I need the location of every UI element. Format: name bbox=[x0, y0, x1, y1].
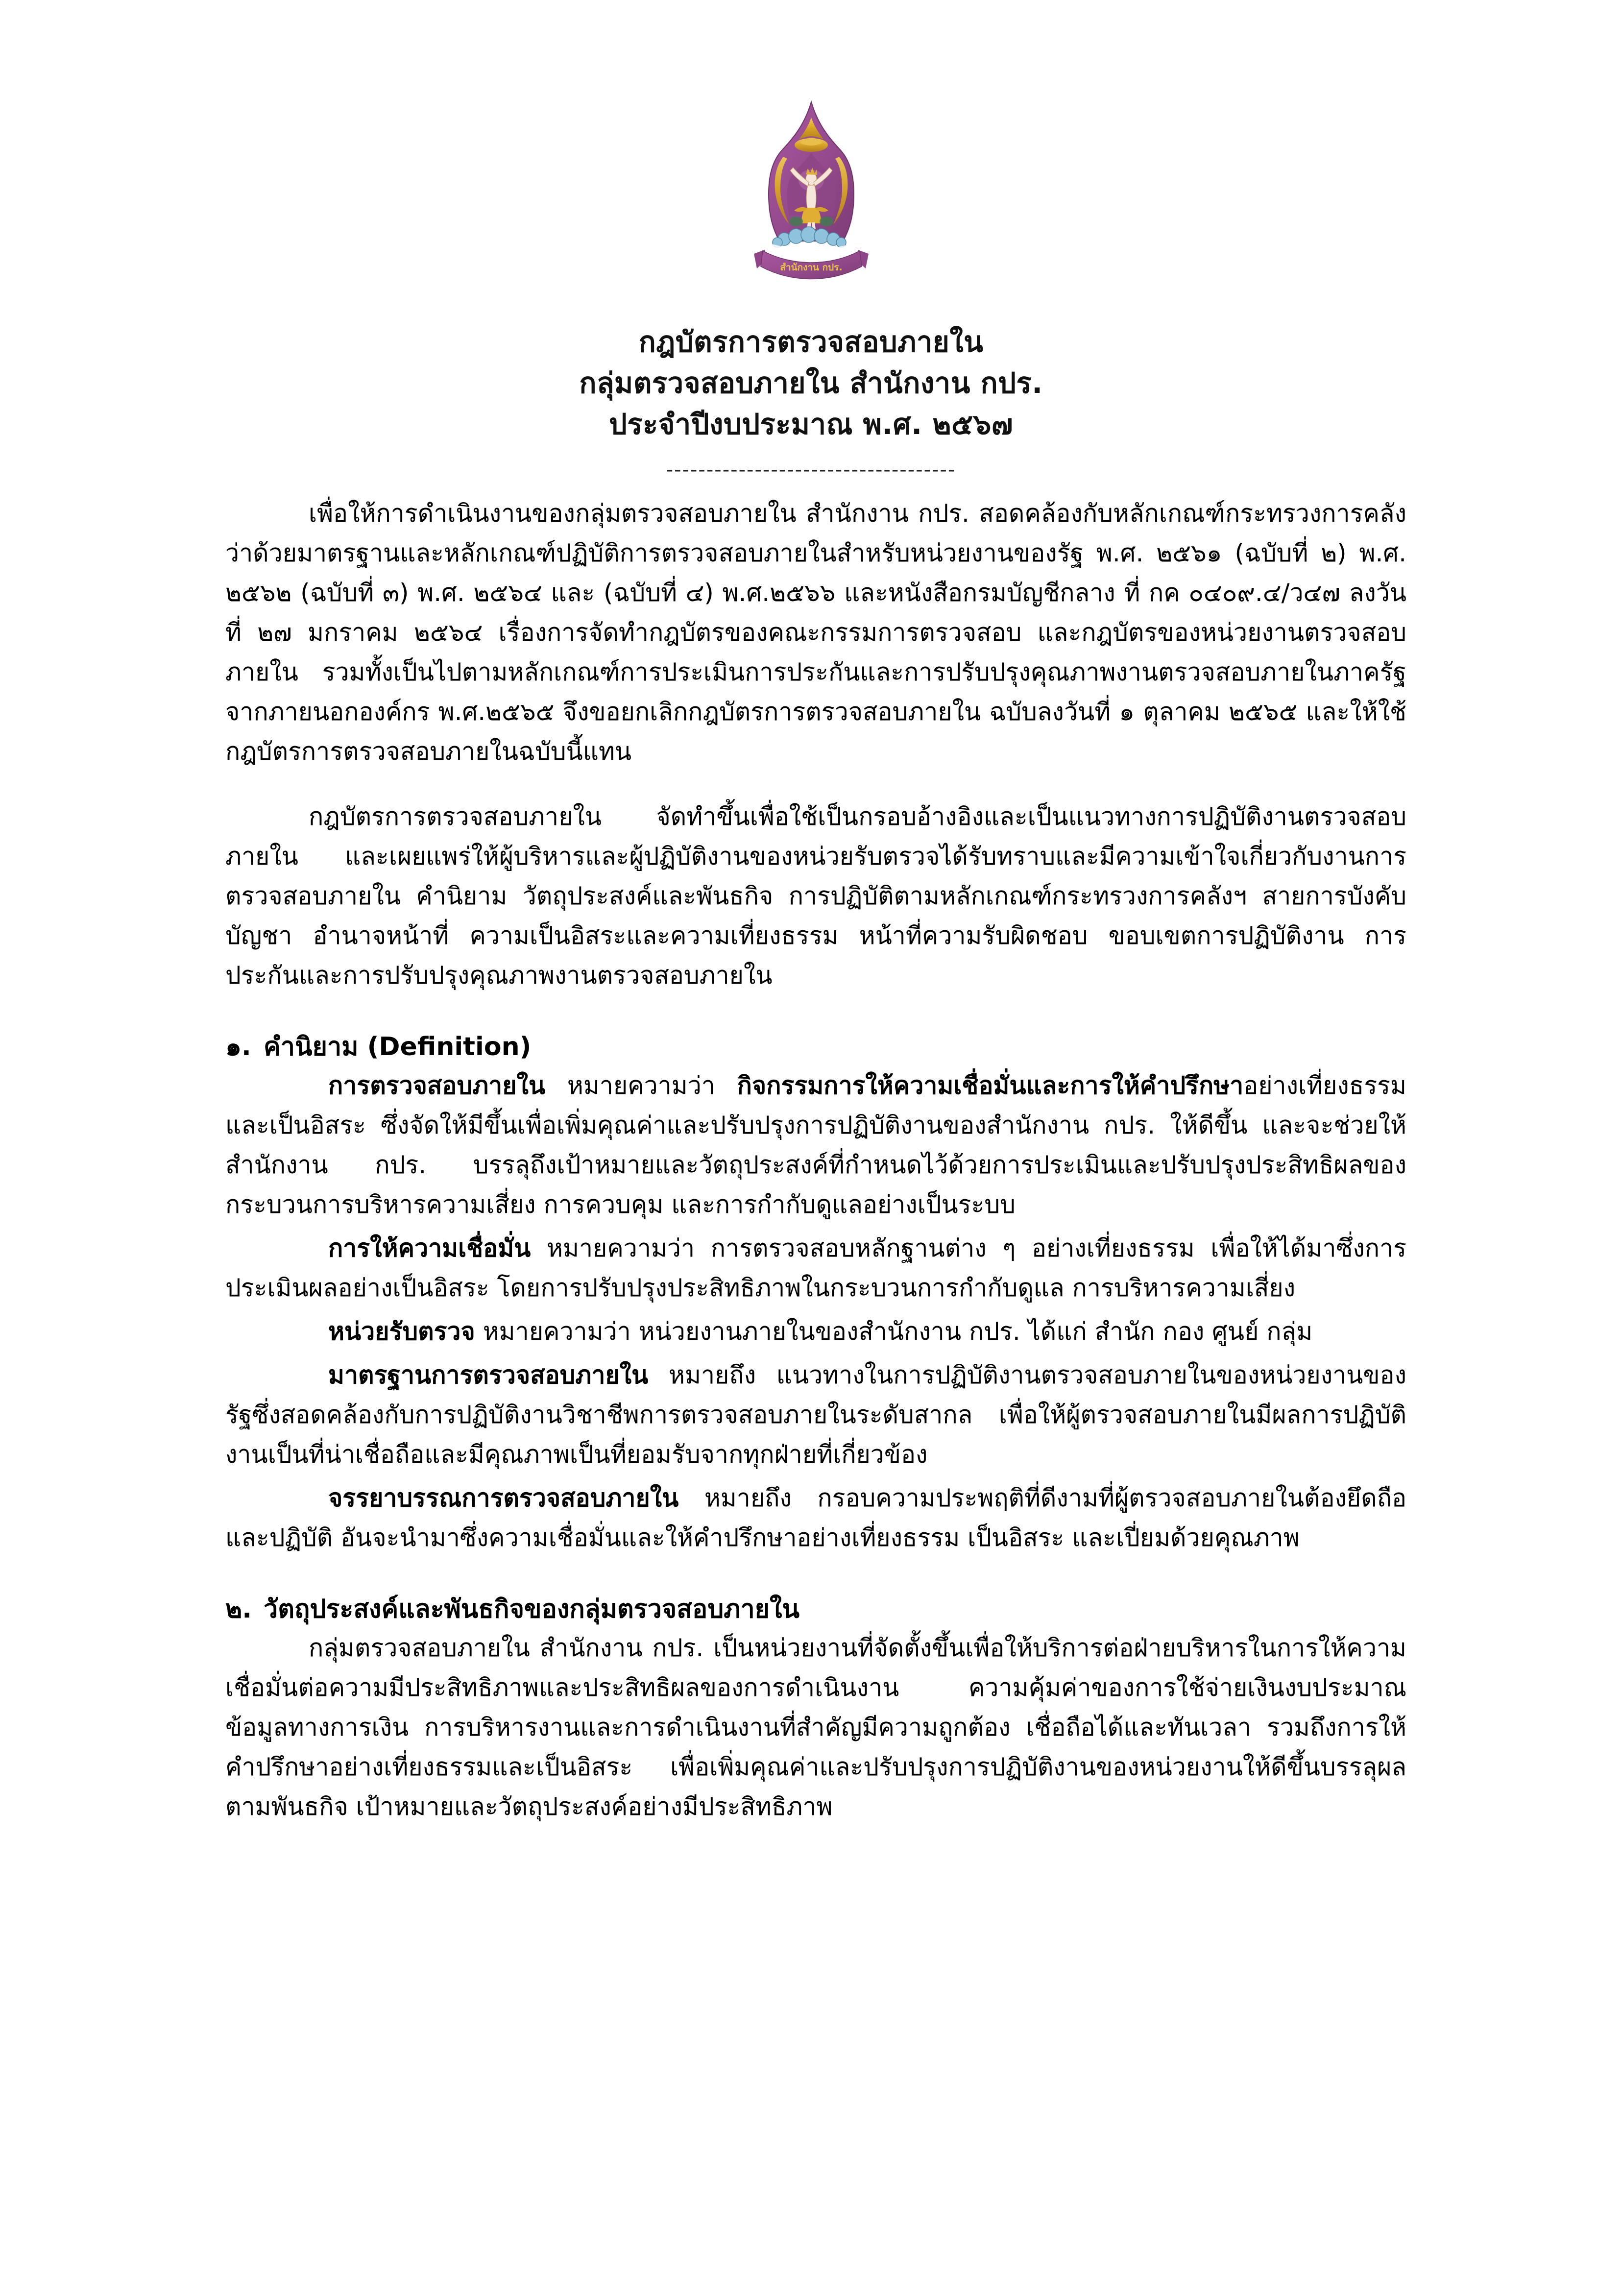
definition-term-code-of-ethics: จรรยาบรรณการตรวจสอบภายใน bbox=[328, 1484, 679, 1513]
definition-audited-unit bbox=[225, 1312, 1406, 1352]
title-line-2: กลุ่มตรวจสอบภายใน สำนักงาน กปร. bbox=[579, 366, 1043, 400]
definition-connector-assurance: หมายความว่า bbox=[531, 1234, 711, 1263]
section-2-number: ๒. bbox=[225, 1595, 252, 1624]
definition-connector-code-of-ethics: หมายถึง bbox=[678, 1484, 818, 1513]
preamble-paragraph-1: เพื่อให้การดำเนินงานของกลุ่มตรวจสอบภายใน สำนักงาน กปร. สอดคล้องกับหลักเกณฑ์กระทรวงการคลังว่าด้วยมาตรฐานและหลักเกณฑ์ปฏิบัติการตรวจสอบภายในสำหรับหน่วยงานของรัฐ พ.ศ. ๒๕๖๑ (ฉบับที่ ๒) พ.ศ. ๒๕๖๒ (ฉบับที่ ๓) พ.ศ. ๒๕๖๔ และ (ฉบับที่ ๔) พ.ศ.๒๕๖๖ และหนังสือกรมบัญชีกลาง ที่ กค ๐๔๐๙.๔/ว๔๗ ลงวันที่ ๒๗ มกราคม ๒๕๖๔ เรื่องการจัดทำกฎบัตรของคณะกรรมการตรวจสอบ และกฎบัตรของหน่วยงานตรวจสอบภายใน รวมทั้งเป็นไปตามหลักเกณฑ์การประเมินการประกันและการปรับปรุงคุณภาพงานตรวจสอบภายในภาครัฐจากภายนอกองค์กร พ.ศ.๒๕๖๕ จึงขอยกเลิกกฎบัตรการตรวจสอบภายใน ฉบับลงวันที่ ๑ ตุลาคม ๒๕๖๕ และให้ใช้กฎบัตรการตรวจสอบภายในฉบับนี้แทน bbox=[225, 499, 1406, 766]
definition-term-internal-audit: การตรวจสอบภายใน bbox=[328, 1071, 546, 1100]
section-1-number: ๑. bbox=[225, 1032, 251, 1062]
svg-text:สำนักงาน กปร.: สำนักงาน กปร. bbox=[779, 262, 843, 273]
title-line-3: ประจำปีงบประมาณ พ.ศ. ๒๕๖๗ bbox=[609, 408, 1013, 441]
definition-term-assurance: การให้ความเชื่อมั่น bbox=[328, 1234, 531, 1263]
thai-royal-garuda-emblem bbox=[745, 98, 877, 304]
definition-term-audit-standards: มาตรฐานการตรวจสอบภายใน bbox=[328, 1361, 649, 1390]
title-separator: ------------------------------------ bbox=[666, 459, 956, 482]
definition-body-internal-audit: อย่างเที่ยงธรรมและเป็นอิสระ ซึ่งจัดให้มีขึ้นเพื่อเพิ่มคุณค่าและปรับปรุงการปฏิบัติงานของสำนักงาน กปร. ให้ดีขึ้น และจะช่วยให้สำนักงาน กปร. บรรลุถึงเป้าหมายและวัตถุประสงค์ที่กำหนดไว้ด้วยการประเมินและปรับปรุงประสิทธิผลของกระบวนการบริหารความเสี่ยง การควบคุม และการกำกับดูแลอย่างเป็นระบบ bbox=[225, 1071, 1406, 1219]
title-line-1: กฎบัตรการตรวจสอบภายใน bbox=[638, 325, 984, 359]
definition-lead-internal-audit: กิจกรรมการให้ความเชื่อมั่นและการให้คำปรึกษา bbox=[737, 1071, 1244, 1100]
definition-code-of-ethics bbox=[225, 1478, 1406, 1558]
section-2-title: วัตถุประสงค์และพันธกิจของกลุ่มตรวจสอบภายใน bbox=[264, 1595, 800, 1624]
definition-body-audited-unit: หน่วยงานภายในของสำนักงาน กปร. ได้แก่ สำนัก กอง ศูนย์ กลุ่ม bbox=[638, 1317, 1313, 1346]
definition-connector-internal-audit: หมายความว่า bbox=[545, 1071, 737, 1100]
section-2-paragraph: กลุ่มตรวจสอบภายใน สำนักงาน กปร. เป็นหน่วยงานที่จัดตั้งขึ้นเพื่อให้บริการต่อฝ่ายบริหารในการให้ความเชื่อมั่นต่อความมีประสิทธิภาพและประสิทธิผลของการดำเนินงาน ความคุ้มค่าของการใช้จ่ายเงินงบประมาณ ข้อมูลทางการเงิน การบริหารงานและการดำเนินงานที่สำคัญมีความถูกต้อง เชื่อถือได้และทันเวลา รวมถึงการให้คำปรึกษาอย่างเที่ยงธรรมและเป็นอิสระ เพื่อเพิ่มคุณค่าและปรับปรุงการปฏิบัติงานของหน่วยงานให้ดีขึ้นบรรลุผลตามพันธกิจ เป้าหมายและวัตถุประสงค์อย่างมีประสิทธิภาพ bbox=[225, 1634, 1406, 1821]
emblem-container bbox=[0, 0, 1622, 304]
definition-assurance bbox=[225, 1229, 1406, 1308]
definition-internal-audit bbox=[225, 1066, 1406, 1225]
definition-term-audited-unit: หน่วยรับตรวจ bbox=[328, 1317, 475, 1346]
document-body bbox=[0, 494, 1622, 1827]
section-2-heading bbox=[225, 1590, 1406, 1628]
definition-audit-standards bbox=[225, 1355, 1406, 1474]
document-title-block bbox=[0, 321, 1622, 481]
definition-body-assurance: การตรวจสอบหลักฐานต่าง ๆ อย่างเที่ยงธรรม เพื่อให้ได้มาซึ่งการประเมินผลอย่างเป็นอิสระ โดยการปรับปรุงประสิทธิภาพในกระบวนการกำกับดูแล การบริหารความเสี่ยง bbox=[225, 1234, 1406, 1303]
section-1-heading bbox=[225, 1028, 1406, 1066]
definition-connector-audited-unit: หมายความว่า bbox=[475, 1317, 639, 1346]
definition-body-code-of-ethics: กรอบความประพฤติที่ดีงามที่ผู้ตรวจสอบภายในต้องยึดถือและปฏิบัติ อันจะนำมาซึ่งความเชื่อมั่นและให้คำปรึกษาอย่างเที่ยงธรรม เป็นอิสระ และเปี่ยมด้วยคุณภาพ bbox=[225, 1484, 1406, 1552]
definition-connector-audit-standards: หมายถึง bbox=[648, 1361, 776, 1390]
section-1-title: คำนิยาม (Definition) bbox=[264, 1032, 532, 1062]
preamble-paragraph-2: กฎบัตรการตรวจสอบภายใน จัดทำขึ้นเพื่อใช้เป็นกรอบอ้างอิงและเป็นแนวทางการปฏิบัติงานตรวจสอบภายใน และเผยแพร่ให้ผู้บริหารและผู้ปฏิบัติงานของหน่วยรับตรวจได้รับทราบและมีความเข้าใจเกี่ยวกับงานการตรวจสอบภายใน คำนิยาม วัตถุประสงค์และพันธกิจ การปฏิบัติตามหลักเกณฑ์กระทรวงการคลังฯ สายการบังคับบัญชา อำนาจหน้าที่ ความเป็นอิสระและความเที่ยงธรรม หน้าที่ความรับผิดชอบ ขอบเขตการปฏิบัติงาน การประกันและการปรับปรุงคุณภาพงานตรวจสอบภายใน bbox=[225, 802, 1406, 990]
definition-body-audit-standards: แนวทางในการปฏิบัติงานตรวจสอบภายในของหน่วยงานของรัฐซึ่งสอดคล้องกับการปฏิบัติงานวิชาชีพการตรวจสอบภายในระดับสากล เพื่อให้ผู้ตรวจสอบภายในมีผลการปฏิบัติงานเป็นที่น่าเชื่อถือและมีคุณภาพเป็นที่ยอมรับจากทุกฝ่ายที่เกี่ยวข้อง bbox=[225, 1361, 1406, 1469]
